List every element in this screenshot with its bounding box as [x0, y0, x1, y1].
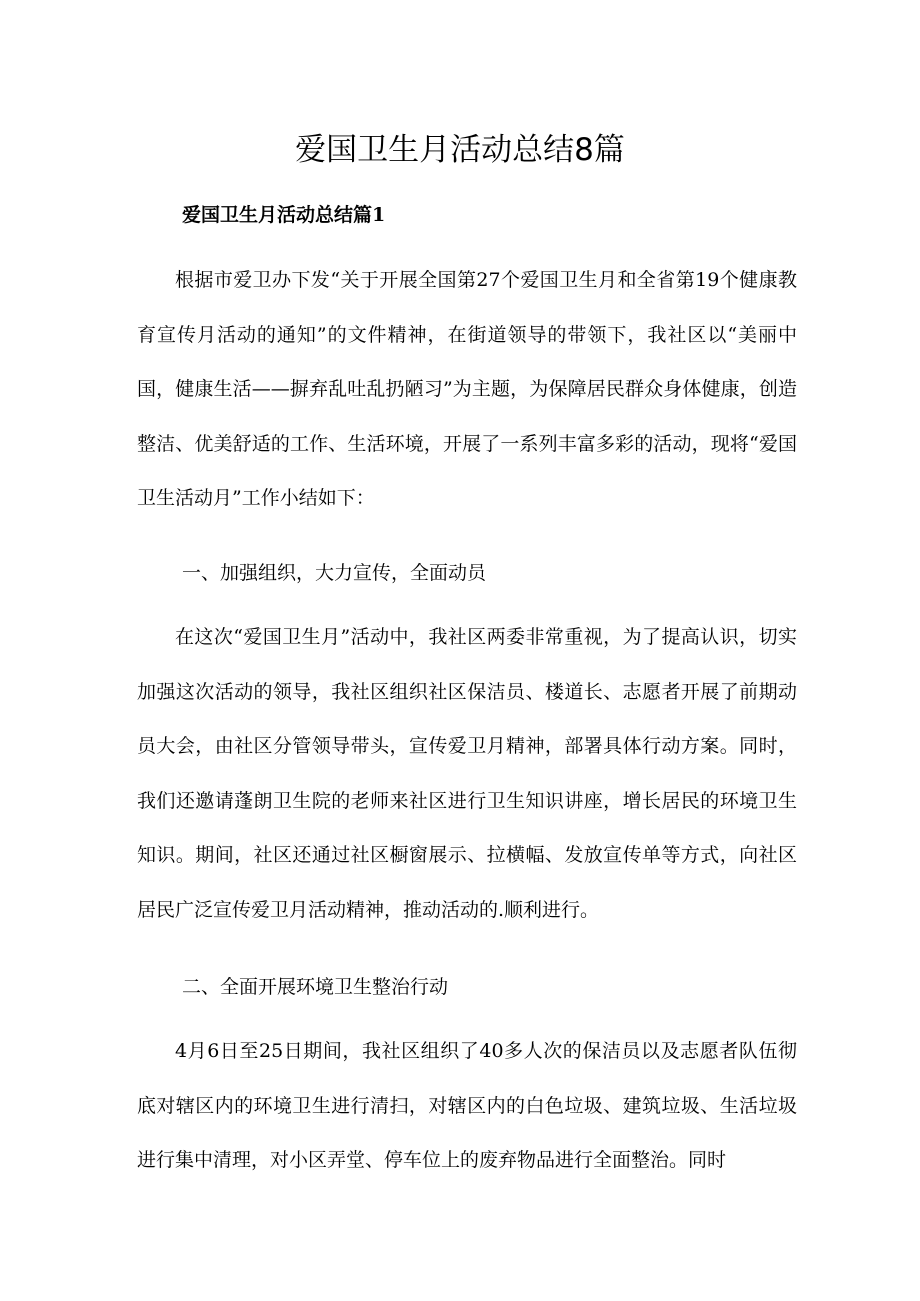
section-heading-2: 二、全面开展环境卫生整治行动 [182, 976, 449, 998]
paragraph-cleanup: 4月6日至25日期间，我社区组织了40多人次的保洁员以及志愿者队伍彻底对辖区内的环境卫生进行清扫，对辖区内的白色垃圾、建筑垃圾、生活垃圾进行集中清理，对小区弄堂、停车位上的废弃物品进行全面整治。同时 [137, 1040, 797, 1171]
section-subtitle: 爱国卫生月活动总结篇1 [182, 204, 386, 226]
paragraph-organization: 在这次“爱国卫生月”活动中，我社区两委非常重视，为了提高认识，切实加强这次活动的领导，我社区组织社区保洁员、楼道长、志愿者开展了前期动员大会，由社区分管领导带头，宣传爱卫月精神，部署具体行动方案。同时，我们还邀请蓬朗卫生院的老师来社区进行卫生知识讲座，增长居民的环境卫生知识。期间，社区还通过社区橱窗展示、拉横幅、发放宣传单等方式，向社区居民广泛宣传爱卫月活动精神，推动活动的.顺利进行。 [137, 626, 797, 921]
document-title: 爱国卫生月活动总结8篇 [295, 132, 625, 168]
paragraph-intro: 根据市爱卫办下发“关于开展全国第27个爱国卫生月和全省第19个健康教育宣传月活动的通知”的文件精神，在街道领导的带领下，我社区以“美丽中国，健康生活——摒弃乱吐乱扔陋习”为主题，为保障居民群众身体健康，创造整洁、优美舒适的工作、生活环境，开展了一系列丰富多彩的活动，现将“爱国卫生活动月”工作小结如下： [137, 269, 797, 509]
section-heading-1: 一、加强组织，大力宣传，全面动员 [182, 562, 487, 584]
